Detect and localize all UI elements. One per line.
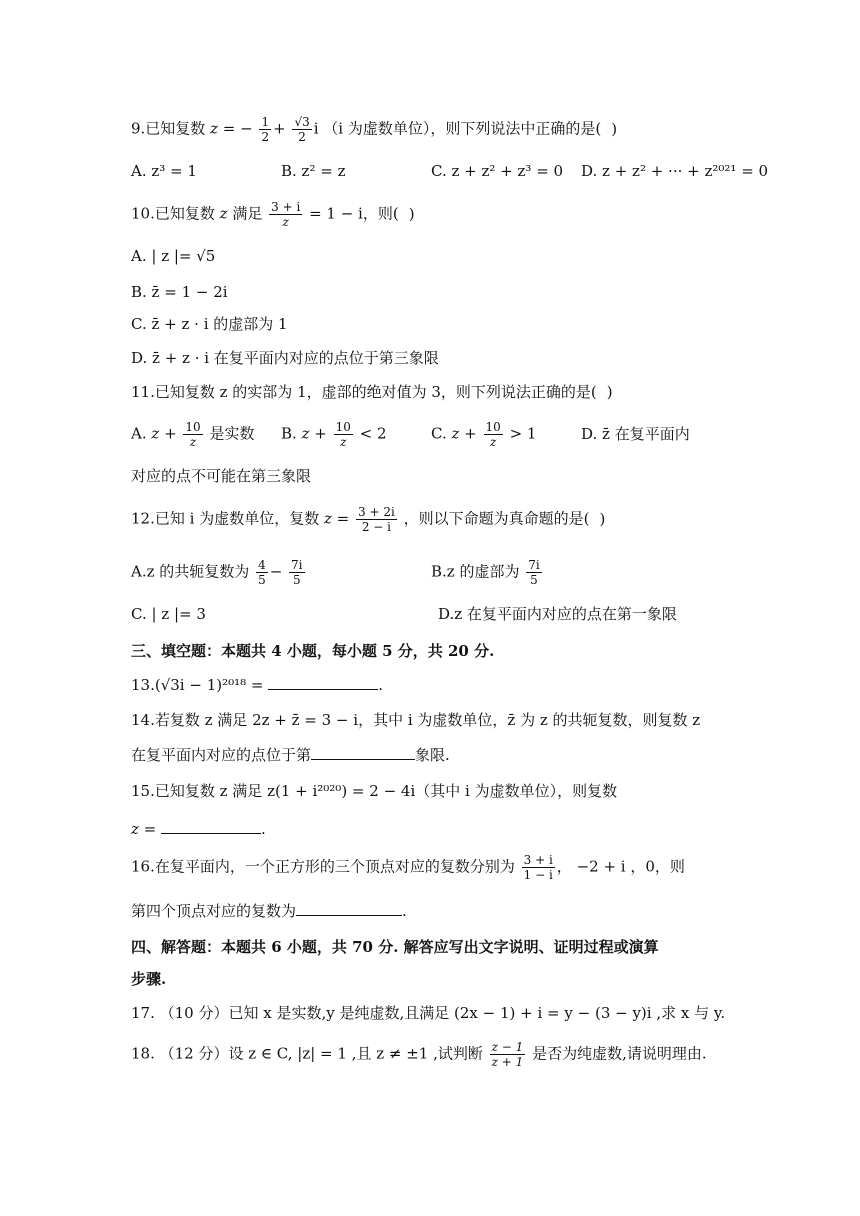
opt-label: B. [281, 424, 297, 443]
opt-text: < 2 [359, 424, 387, 443]
fraction-q18 [490, 1040, 526, 1069]
question-14-line2 [131, 745, 450, 765]
q9-text-2: （i 为虚数单位），则下列说法中正确的是( [323, 119, 602, 138]
q9-option-a: A. z³ = 1 [131, 162, 197, 180]
answer-blank[interactable] [296, 901, 402, 916]
frac-num: 4 [258, 558, 266, 572]
fraction-q12 [356, 505, 397, 534]
opt-label: C. [431, 424, 447, 443]
frac-den: z + 1 [491, 1055, 524, 1069]
q10-paren: ) [408, 204, 415, 223]
q13-text: 13.(√3i − 1)²⁰¹⁸ = [131, 676, 264, 694]
frac-den: z [282, 215, 289, 229]
q11-text: 11.已知复数 z 的实部为 1，虚部的绝对值为 3，则下列说法正确的是( [131, 383, 597, 401]
q10-z: z [219, 204, 228, 223]
frac-num: 7i [291, 558, 303, 572]
q11-option-d: D. z̄ 在复平面内 [581, 425, 690, 443]
opt-text: B.z 的虚部为 [431, 562, 520, 581]
frac-num: √3 [294, 115, 310, 129]
question-10-stem [131, 200, 415, 229]
q11-option-d-cont: 对应的点不可能在第三象限 [131, 467, 312, 485]
question-16-line1 [131, 853, 685, 882]
q14-text: 在复平面内对应的点位于第 [131, 746, 312, 764]
fraction-half [259, 115, 271, 144]
q11-option-c: C. z + $\frac{10}{z}$ > 1 [431, 420, 537, 449]
section-3-heading: 三、填空题：本题共 4 小题，每小题 5 分，共 20 分. [131, 642, 495, 660]
frac-den: 2 − i [361, 520, 391, 534]
frac-num: 1 [261, 115, 270, 129]
frac-num: 10 [485, 420, 501, 434]
q10-option-c: C. z̄ + z · i 的虚部为 1 [131, 315, 288, 333]
q12-option-a: A.z 的共轭复数为 $\frac{4}{5}$ − $\frac{7i}{5}$ [131, 558, 303, 587]
q14-text-2: 象限. [415, 746, 450, 764]
question-14-line1: 14.若复数 z 满足 2z + z̄ = 3 − i，其中 i 为虚数单位，z̄ 为 z 的共轭复数，则复数 z [131, 711, 701, 729]
q15-period: . [261, 820, 266, 838]
fraction-10-z [484, 420, 503, 449]
frac-num: 3 + 2i [358, 505, 395, 519]
section-4-heading-cont: 步骤. [131, 970, 167, 988]
q12-text: 12.已知 i 为虚数单位，复数 [131, 509, 320, 528]
frac-den: z [189, 435, 197, 449]
frac-den: z [340, 435, 347, 449]
q16-text-2: ， −2 + i ，0，则 [556, 857, 685, 876]
q10-text-3: = 1 − i，则( [309, 204, 399, 223]
frac-num: 10 [185, 420, 201, 434]
q10-option-d: D. z̄ + z · i 在复平面内对应的点位于第三象限 [131, 349, 439, 367]
question-13 [131, 675, 383, 695]
q10-option-b: B. z̄ = 1 − 2i [131, 283, 228, 301]
question-12-stem: 12.已知 i 为虚数单位，复数 z = $\frac{3 + 2i}{2 - i}$ ，则以下命题为真命题的是( ) [131, 505, 606, 534]
q11-option-b: B. z + $\frac{10}{z}$ < 2 [281, 420, 387, 449]
fraction-q16 [522, 853, 555, 882]
q12-paren: ) [599, 509, 606, 528]
q9-z: z [210, 119, 218, 138]
question-16-line2 [131, 901, 407, 921]
q9-option-d: D. z + z² + ··· + z²⁰²¹ = 0 [581, 162, 769, 180]
fraction-sqrt3 [292, 115, 311, 144]
frac-den: 5 [258, 573, 266, 587]
frac-den: z [489, 435, 497, 449]
q15-text: z = [131, 820, 157, 838]
q9-text: 9.已知复数 [131, 119, 206, 138]
q9-paren: ) [611, 119, 618, 138]
question-17: 17. （10 分）已知 x 是实数,y 是纯虚数,且满足 (2x − 1) + i = y − (3 − y)i ,求 x 与 y. [131, 1004, 726, 1022]
q10-text-2: 满足 [232, 204, 263, 223]
opt-label: A. [131, 424, 147, 443]
q13-period: . [378, 676, 384, 694]
q16-period: . [402, 902, 407, 920]
fraction-10-z [334, 420, 353, 449]
opt-text: > 1 [509, 424, 537, 443]
q11-option-a: A. z + $\frac{10}{z}$ 是实数 [131, 420, 255, 449]
q16-text-3: 第四个顶点对应的复数为 [131, 902, 297, 920]
q11-paren: ) [606, 383, 613, 401]
frac-den: 2 [261, 130, 270, 144]
section-4-heading: 四、解答题：本题共 6 小题，共 70 分. 解答应写出文字说明、证明过程或演算 [131, 938, 659, 956]
q16-text: 16.在复平面内，一个正方形的三个顶点对应的复数分别为 [131, 857, 515, 876]
frac-den: 1 − i [523, 868, 553, 882]
question-15-line1: 15.已知复数 z 满足 z(1 + i²⁰²⁰) = 2 − 4i（其中 i 为虚数单位），则复数 [131, 782, 618, 800]
question-9-stem: 9.已知复数 z = − $\frac{1}{2}$ + $\frac{√3}{2}$ i （i 为虚数单位），则下列说法中正确的是( ) [131, 115, 618, 144]
q9-option-b: B. z² = z [281, 162, 346, 180]
answer-blank[interactable] [161, 819, 261, 834]
q9-option-c: C. z + z² + z³ = 0 [431, 162, 564, 180]
frac-den: 5 [292, 573, 301, 587]
answer-blank[interactable] [311, 745, 415, 760]
question-18 [131, 1040, 707, 1069]
fraction-10-z [183, 420, 202, 449]
opt-text: A.z 的共轭复数为 [131, 562, 250, 581]
q10-option-a: A. | z |= √5 [131, 247, 216, 265]
q10-text: 10.已知复数 [131, 204, 215, 223]
fraction-4-5 [256, 558, 268, 587]
opt-text: 是实数 [209, 424, 255, 443]
frac-num: z − 1 [491, 1040, 524, 1054]
answer-blank[interactable] [268, 675, 378, 690]
frac-num: 7i [528, 558, 540, 572]
q12-option-d: D.z 在复平面内对应的点在第一象限 [438, 605, 677, 623]
frac-den: 2 [298, 130, 306, 144]
frac-num: 10 [335, 420, 351, 434]
q18-text-2: 是否为纯虚数,请说明理由. [532, 1044, 707, 1063]
q12-option-b [431, 558, 544, 587]
question-11-stem [131, 382, 613, 402]
q12-text-2: ，则以下命题为真命题的是( [403, 509, 590, 528]
frac-den: 5 [530, 573, 538, 587]
question-15-line2 [131, 819, 266, 839]
fraction-7i-5 [289, 558, 304, 587]
frac-num: 3 + i [523, 853, 553, 867]
frac-num: 3 + i [271, 200, 301, 214]
q18-text: 18. （12 分）设 z ∈ C, |z| = 1 ,且 z ≠ ±1 ,试判断 [131, 1044, 483, 1063]
fraction-7i-5 [526, 558, 541, 587]
q12-option-c: C. | z |= 3 [131, 605, 206, 623]
fraction-q10 [269, 200, 302, 229]
